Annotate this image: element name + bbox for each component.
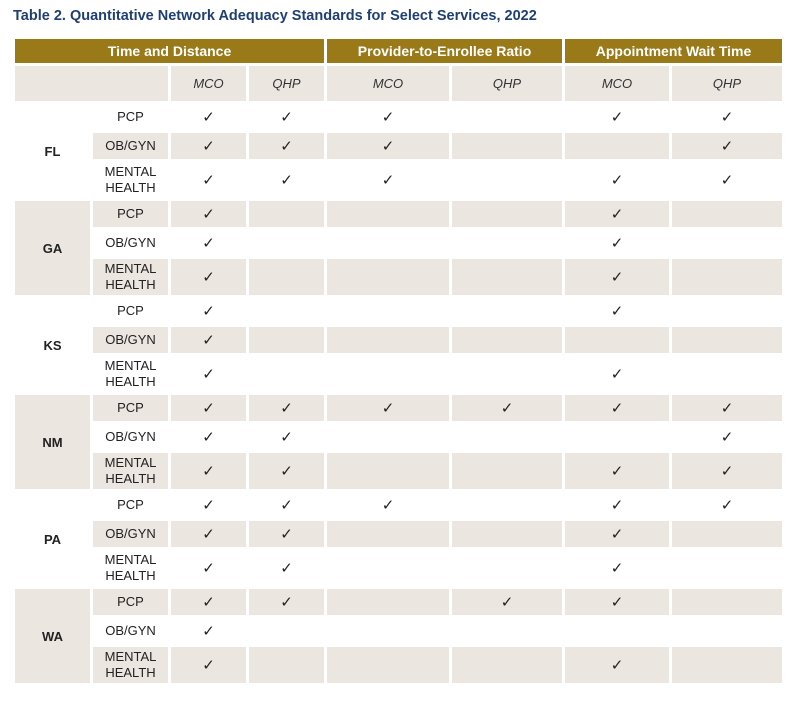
checkmark-icon: ✓ xyxy=(280,172,293,189)
group-header-time-distance: Time and Distance xyxy=(15,39,324,63)
check-cell xyxy=(249,327,324,353)
table-row xyxy=(15,424,782,450)
check-cell xyxy=(672,589,782,615)
check-cell xyxy=(327,104,449,130)
check-cell xyxy=(249,550,324,586)
service-label: OB/GYN xyxy=(93,521,168,547)
check-cell xyxy=(565,395,669,421)
check-cell xyxy=(171,230,246,256)
checkmark-icon: ✓ xyxy=(202,594,215,611)
check-cell xyxy=(672,201,782,227)
check-cell xyxy=(452,424,562,450)
checkmark-icon: ✓ xyxy=(381,400,395,417)
table-body xyxy=(15,104,782,683)
check-cell xyxy=(452,133,562,159)
check-cell xyxy=(565,201,669,227)
check-cell xyxy=(327,492,449,518)
check-cell xyxy=(327,356,449,392)
check-cell xyxy=(249,230,324,256)
table-row xyxy=(15,104,782,130)
check-cell xyxy=(672,453,782,489)
check-cell xyxy=(452,395,562,421)
service-label: MENTAL HEALTH xyxy=(93,453,168,489)
check-cell xyxy=(171,162,246,198)
check-cell xyxy=(249,589,324,615)
checkmark-icon: ✓ xyxy=(610,303,624,320)
state-label: PA xyxy=(15,492,90,586)
group-header-appointment-wait: Appointment Wait Time xyxy=(565,39,782,63)
check-cell xyxy=(565,162,669,198)
checkmark-icon: ✓ xyxy=(720,172,734,189)
check-cell xyxy=(249,356,324,392)
table-row xyxy=(15,259,782,295)
check-cell xyxy=(249,453,324,489)
checkmark-icon: ✓ xyxy=(280,138,293,155)
check-cell xyxy=(249,162,324,198)
check-cell xyxy=(249,647,324,683)
checkmark-icon: ✓ xyxy=(280,526,293,543)
checkmark-icon: ✓ xyxy=(202,235,215,252)
state-label: GA xyxy=(15,201,90,295)
checkmark-icon: ✓ xyxy=(610,400,624,417)
check-cell xyxy=(171,395,246,421)
state-label: KS xyxy=(15,298,90,392)
service-label: MENTAL HEALTH xyxy=(93,356,168,392)
check-cell xyxy=(171,589,246,615)
check-cell xyxy=(565,492,669,518)
checkmark-icon: ✓ xyxy=(280,594,293,611)
checkmark-icon: ✓ xyxy=(381,172,395,189)
service-label: PCP xyxy=(93,492,168,518)
check-cell xyxy=(327,327,449,353)
service-label: MENTAL HEALTH xyxy=(93,550,168,586)
check-cell xyxy=(565,298,669,324)
table-title: Table 2. Quantitative Network Adequacy Standards for Select Services, 2022 xyxy=(13,8,537,24)
check-cell xyxy=(327,647,449,683)
check-cell xyxy=(565,618,669,644)
check-cell xyxy=(249,298,324,324)
check-cell xyxy=(249,424,324,450)
check-cell xyxy=(327,618,449,644)
checkmark-icon: ✓ xyxy=(720,109,734,126)
check-cell xyxy=(452,298,562,324)
checkmark-icon: ✓ xyxy=(610,269,624,286)
check-cell xyxy=(171,618,246,644)
table-row xyxy=(15,453,782,489)
table-row xyxy=(15,162,782,198)
checkmark-icon: ✓ xyxy=(610,463,624,480)
state-label: FL xyxy=(15,104,90,198)
check-cell xyxy=(171,104,246,130)
service-label: OB/GYN xyxy=(93,230,168,256)
checkmark-icon: ✓ xyxy=(202,623,215,640)
checkmark-icon: ✓ xyxy=(202,560,215,577)
service-label: MENTAL HEALTH xyxy=(93,647,168,683)
check-cell xyxy=(327,453,449,489)
checkmark-icon: ✓ xyxy=(381,109,395,126)
check-cell xyxy=(452,104,562,130)
check-cell xyxy=(171,356,246,392)
checkmark-icon: ✓ xyxy=(202,138,215,155)
check-cell xyxy=(565,521,669,547)
checkmark-icon: ✓ xyxy=(610,526,624,543)
checkmark-icon: ✓ xyxy=(610,206,624,223)
check-cell xyxy=(327,162,449,198)
service-label: OB/GYN xyxy=(93,424,168,450)
checkmark-icon: ✓ xyxy=(720,497,734,514)
check-cell xyxy=(452,647,562,683)
check-cell xyxy=(452,259,562,295)
group-header-provider-ratio: Provider-to-Enrollee Ratio xyxy=(327,39,562,63)
check-cell xyxy=(327,259,449,295)
check-cell xyxy=(327,201,449,227)
check-cell xyxy=(327,133,449,159)
table-row xyxy=(15,327,782,353)
check-cell xyxy=(672,550,782,586)
check-cell xyxy=(672,104,782,130)
check-cell xyxy=(672,521,782,547)
subheader-row xyxy=(15,66,782,101)
checkmark-icon: ✓ xyxy=(610,235,624,252)
table-row xyxy=(15,550,782,586)
check-cell xyxy=(171,492,246,518)
check-cell xyxy=(452,327,562,353)
service-label: PCP xyxy=(93,395,168,421)
service-label: MENTAL HEALTH xyxy=(93,259,168,295)
check-cell xyxy=(452,589,562,615)
check-cell xyxy=(565,259,669,295)
service-label: PCP xyxy=(93,589,168,615)
checkmark-icon: ✓ xyxy=(202,332,215,349)
checkmark-icon: ✓ xyxy=(202,206,215,223)
network-adequacy-table xyxy=(12,36,785,686)
check-cell xyxy=(452,453,562,489)
check-cell xyxy=(672,356,782,392)
check-cell xyxy=(452,550,562,586)
check-cell xyxy=(565,589,669,615)
check-cell xyxy=(565,453,669,489)
check-cell xyxy=(452,230,562,256)
checkmark-icon: ✓ xyxy=(381,138,395,155)
check-cell xyxy=(565,550,669,586)
state-label: NM xyxy=(15,395,90,489)
checkmark-icon: ✓ xyxy=(280,109,293,126)
check-cell xyxy=(171,133,246,159)
table-row xyxy=(15,395,782,421)
check-cell xyxy=(327,550,449,586)
check-cell xyxy=(327,395,449,421)
checkmark-icon: ✓ xyxy=(500,400,514,417)
table-row xyxy=(15,492,782,518)
check-cell xyxy=(565,356,669,392)
checkmark-icon: ✓ xyxy=(202,172,215,189)
check-cell xyxy=(171,201,246,227)
check-cell xyxy=(565,424,669,450)
check-cell xyxy=(565,133,669,159)
check-cell xyxy=(672,298,782,324)
check-cell xyxy=(171,424,246,450)
checkmark-icon: ✓ xyxy=(720,463,734,480)
service-label: OB/GYN xyxy=(93,327,168,353)
check-cell xyxy=(672,618,782,644)
checkmark-icon: ✓ xyxy=(610,657,624,674)
check-cell xyxy=(565,104,669,130)
check-cell xyxy=(171,550,246,586)
checkmark-icon: ✓ xyxy=(202,400,215,417)
subheader-blank xyxy=(15,66,168,101)
check-cell xyxy=(452,356,562,392)
check-cell xyxy=(452,618,562,644)
check-cell xyxy=(327,589,449,615)
check-cell xyxy=(672,424,782,450)
checkmark-icon: ✓ xyxy=(720,400,734,417)
checkmark-icon: ✓ xyxy=(720,138,734,155)
check-cell xyxy=(249,395,324,421)
checkmark-icon: ✓ xyxy=(610,560,624,577)
state-label: WA xyxy=(15,589,90,683)
checkmark-icon: ✓ xyxy=(381,497,395,514)
check-cell xyxy=(171,327,246,353)
check-cell xyxy=(249,521,324,547)
check-cell xyxy=(249,492,324,518)
check-cell xyxy=(249,618,324,644)
check-cell xyxy=(565,327,669,353)
checkmark-icon: ✓ xyxy=(202,269,215,286)
check-cell xyxy=(672,133,782,159)
table-row xyxy=(15,356,782,392)
check-cell xyxy=(452,162,562,198)
check-cell xyxy=(171,298,246,324)
checkmark-icon: ✓ xyxy=(610,109,624,126)
checkmark-icon: ✓ xyxy=(202,463,215,480)
check-cell xyxy=(452,492,562,518)
checkmark-icon: ✓ xyxy=(202,109,215,126)
checkmark-icon: ✓ xyxy=(202,497,215,514)
subheader-mco: MCO xyxy=(565,66,669,101)
check-cell xyxy=(327,424,449,450)
check-cell xyxy=(171,647,246,683)
table-row xyxy=(15,201,782,227)
checkmark-icon: ✓ xyxy=(280,463,293,480)
check-cell xyxy=(672,492,782,518)
table-row xyxy=(15,521,782,547)
check-cell xyxy=(452,521,562,547)
check-cell xyxy=(672,395,782,421)
check-cell xyxy=(171,259,246,295)
subheader-qhp: QHP xyxy=(452,66,562,101)
service-label: PCP xyxy=(93,104,168,130)
checkmark-icon: ✓ xyxy=(280,497,293,514)
checkmark-icon: ✓ xyxy=(280,400,293,417)
check-cell xyxy=(672,230,782,256)
checkmark-icon: ✓ xyxy=(720,429,734,446)
check-cell xyxy=(249,104,324,130)
checkmark-icon: ✓ xyxy=(280,560,293,577)
check-cell xyxy=(452,201,562,227)
checkmark-icon: ✓ xyxy=(610,594,624,611)
checkmark-icon: ✓ xyxy=(202,429,215,446)
check-cell xyxy=(171,521,246,547)
service-label: OB/GYN xyxy=(93,133,168,159)
table-row xyxy=(15,133,782,159)
service-label: PCP xyxy=(93,201,168,227)
checkmark-icon: ✓ xyxy=(280,429,293,446)
check-cell xyxy=(672,647,782,683)
group-header-row xyxy=(15,39,782,63)
table-row xyxy=(15,618,782,644)
check-cell xyxy=(327,230,449,256)
checkmark-icon: ✓ xyxy=(610,497,624,514)
table-row xyxy=(15,647,782,683)
service-label: OB/GYN xyxy=(93,618,168,644)
check-cell xyxy=(327,521,449,547)
table-row xyxy=(15,589,782,615)
service-label: MENTAL HEALTH xyxy=(93,162,168,198)
check-cell xyxy=(249,259,324,295)
check-cell xyxy=(565,230,669,256)
checkmark-icon: ✓ xyxy=(202,303,215,320)
checkmark-icon: ✓ xyxy=(500,594,514,611)
checkmark-icon: ✓ xyxy=(202,526,215,543)
subheader-mco: MCO xyxy=(327,66,449,101)
check-cell xyxy=(249,201,324,227)
check-cell xyxy=(672,259,782,295)
checkmark-icon: ✓ xyxy=(610,366,624,383)
check-cell xyxy=(249,133,324,159)
checkmark-icon: ✓ xyxy=(202,657,215,674)
service-label: PCP xyxy=(93,298,168,324)
table-row xyxy=(15,298,782,324)
subheader-qhp: QHP xyxy=(249,66,324,101)
subheader-qhp: QHP xyxy=(672,66,782,101)
check-cell xyxy=(672,162,782,198)
check-cell xyxy=(672,327,782,353)
check-cell xyxy=(171,453,246,489)
check-cell xyxy=(565,647,669,683)
checkmark-icon: ✓ xyxy=(610,172,624,189)
subheader-mco: MCO xyxy=(171,66,246,101)
table-row xyxy=(15,230,782,256)
check-cell xyxy=(327,298,449,324)
checkmark-icon: ✓ xyxy=(202,366,215,383)
